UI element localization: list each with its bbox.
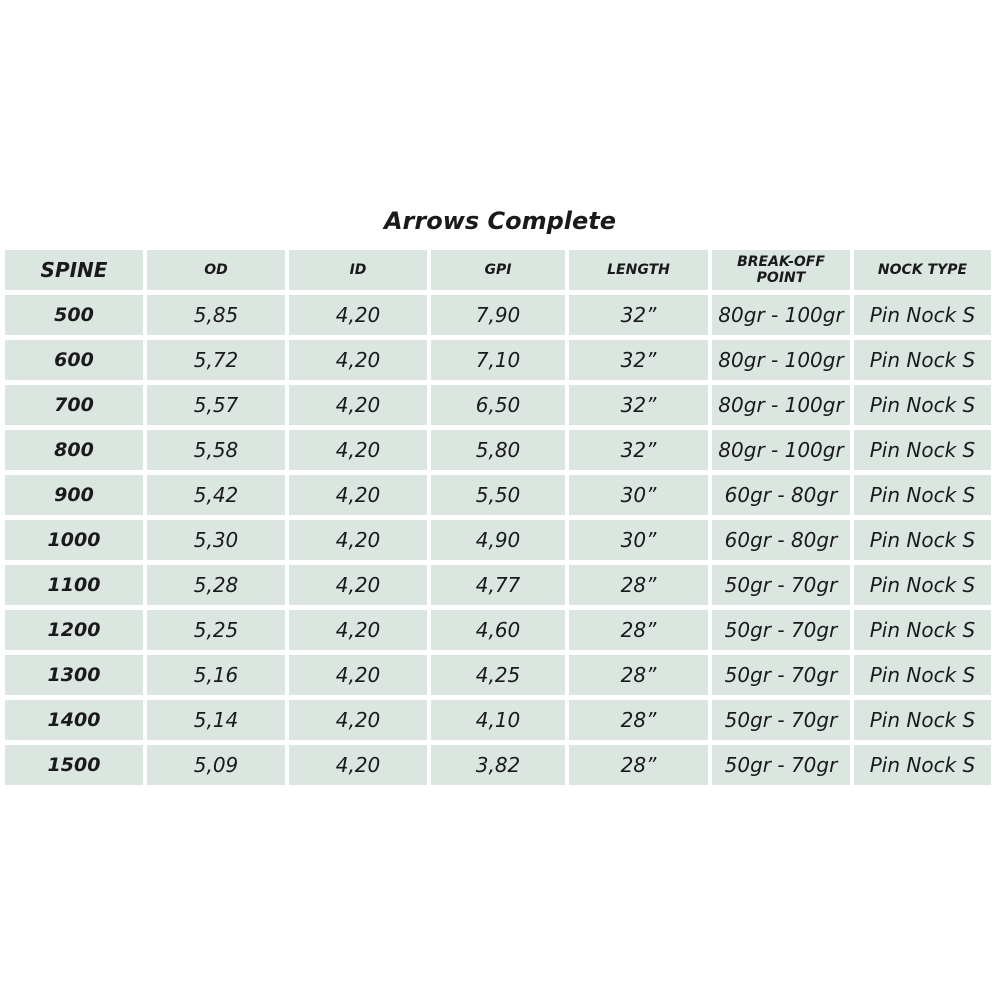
cell-length: 30” — [569, 520, 708, 560]
cell-od: 5,16 — [147, 655, 285, 695]
cell-nock-type: Pin Nock S — [854, 430, 991, 470]
cell-id: 4,20 — [289, 475, 427, 515]
cell-length: 28” — [569, 565, 708, 605]
cell-id: 4,20 — [289, 610, 427, 650]
cell-length: 32” — [569, 295, 708, 335]
cell-od: 5,85 — [147, 295, 285, 335]
cell-length: 28” — [569, 610, 708, 650]
header-break-off-line2: POINT — [756, 270, 806, 286]
cell-id: 4,20 — [289, 565, 427, 605]
cell-break-off-point: 80gr - 100gr — [712, 295, 850, 335]
cell-od: 5,28 — [147, 565, 285, 605]
cell-nock-type: Pin Nock S — [854, 295, 991, 335]
cell-nock-type: Pin Nock S — [854, 745, 991, 785]
cell-id: 4,20 — [289, 430, 427, 470]
cell-od: 5,42 — [147, 475, 285, 515]
header-break-off-line1: BREAK-OFF — [737, 254, 825, 270]
cell-spine: 600 — [5, 340, 143, 380]
cell-length: 28” — [569, 745, 708, 785]
cell-gpi: 5,50 — [431, 475, 565, 515]
cell-length: 28” — [569, 700, 708, 740]
cell-break-off-point: 60gr - 80gr — [712, 520, 850, 560]
cell-id: 4,20 — [289, 520, 427, 560]
cell-nock-type: Pin Nock S — [854, 610, 991, 650]
cell-gpi: 3,82 — [431, 745, 565, 785]
header-od: OD — [147, 250, 285, 290]
cell-break-off-point: 50gr - 70gr — [712, 745, 850, 785]
cell-spine: 1100 — [5, 565, 143, 605]
cell-od: 5,72 — [147, 340, 285, 380]
spec-table — [5, 250, 995, 785]
cell-break-off-point: 50gr - 70gr — [712, 655, 850, 695]
cell-break-off-point: 50gr - 70gr — [712, 700, 850, 740]
cell-spine: 1300 — [5, 655, 143, 695]
cell-spine: 1500 — [5, 745, 143, 785]
cell-spine: 900 — [5, 475, 143, 515]
cell-spine: 1200 — [5, 610, 143, 650]
cell-spine: 700 — [5, 385, 143, 425]
header-gpi: GPI — [431, 250, 565, 290]
cell-break-off-point: 80gr - 100gr — [712, 385, 850, 425]
cell-od: 5,57 — [147, 385, 285, 425]
cell-gpi: 7,10 — [431, 340, 565, 380]
cell-nock-type: Pin Nock S — [854, 565, 991, 605]
cell-gpi: 4,77 — [431, 565, 565, 605]
cell-spine: 1400 — [5, 700, 143, 740]
cell-gpi: 5,80 — [431, 430, 565, 470]
cell-spine: 1000 — [5, 520, 143, 560]
cell-length: 30” — [569, 475, 708, 515]
cell-od: 5,14 — [147, 700, 285, 740]
cell-gpi: 4,25 — [431, 655, 565, 695]
cell-spine: 500 — [5, 295, 143, 335]
header-length: LENGTH — [569, 250, 708, 290]
cell-break-off-point: 80gr - 100gr — [712, 430, 850, 470]
cell-nock-type: Pin Nock S — [854, 385, 991, 425]
cell-id: 4,20 — [289, 745, 427, 785]
cell-id: 4,20 — [289, 295, 427, 335]
cell-gpi: 4,10 — [431, 700, 565, 740]
header-spine: SPINE — [5, 250, 143, 290]
cell-id: 4,20 — [289, 340, 427, 380]
cell-nock-type: Pin Nock S — [854, 520, 991, 560]
cell-nock-type: Pin Nock S — [854, 475, 991, 515]
table-title: Arrows Complete — [383, 207, 617, 235]
cell-nock-type: Pin Nock S — [854, 700, 991, 740]
cell-gpi: 6,50 — [431, 385, 565, 425]
cell-id: 4,20 — [289, 385, 427, 425]
cell-length: 28” — [569, 655, 708, 695]
cell-length: 32” — [569, 430, 708, 470]
header-id: ID — [289, 250, 427, 290]
cell-id: 4,20 — [289, 655, 427, 695]
cell-od: 5,09 — [147, 745, 285, 785]
cell-break-off-point: 50gr - 70gr — [712, 565, 850, 605]
cell-break-off-point: 80gr - 100gr — [712, 340, 850, 380]
cell-gpi: 4,60 — [431, 610, 565, 650]
cell-od: 5,25 — [147, 610, 285, 650]
cell-gpi: 4,90 — [431, 520, 565, 560]
cell-spine: 800 — [5, 430, 143, 470]
header-break-off-point — [712, 250, 850, 290]
cell-nock-type: Pin Nock S — [854, 340, 991, 380]
cell-id: 4,20 — [289, 700, 427, 740]
cell-length: 32” — [569, 340, 708, 380]
cell-break-off-point: 60gr - 80gr — [712, 475, 850, 515]
cell-od: 5,58 — [147, 430, 285, 470]
cell-gpi: 7,90 — [431, 295, 565, 335]
header-nock-type: NOCK TYPE — [854, 250, 991, 290]
cell-break-off-point: 50gr - 70gr — [712, 610, 850, 650]
cell-od: 5,30 — [147, 520, 285, 560]
cell-nock-type: Pin Nock S — [854, 655, 991, 695]
cell-length: 32” — [569, 385, 708, 425]
